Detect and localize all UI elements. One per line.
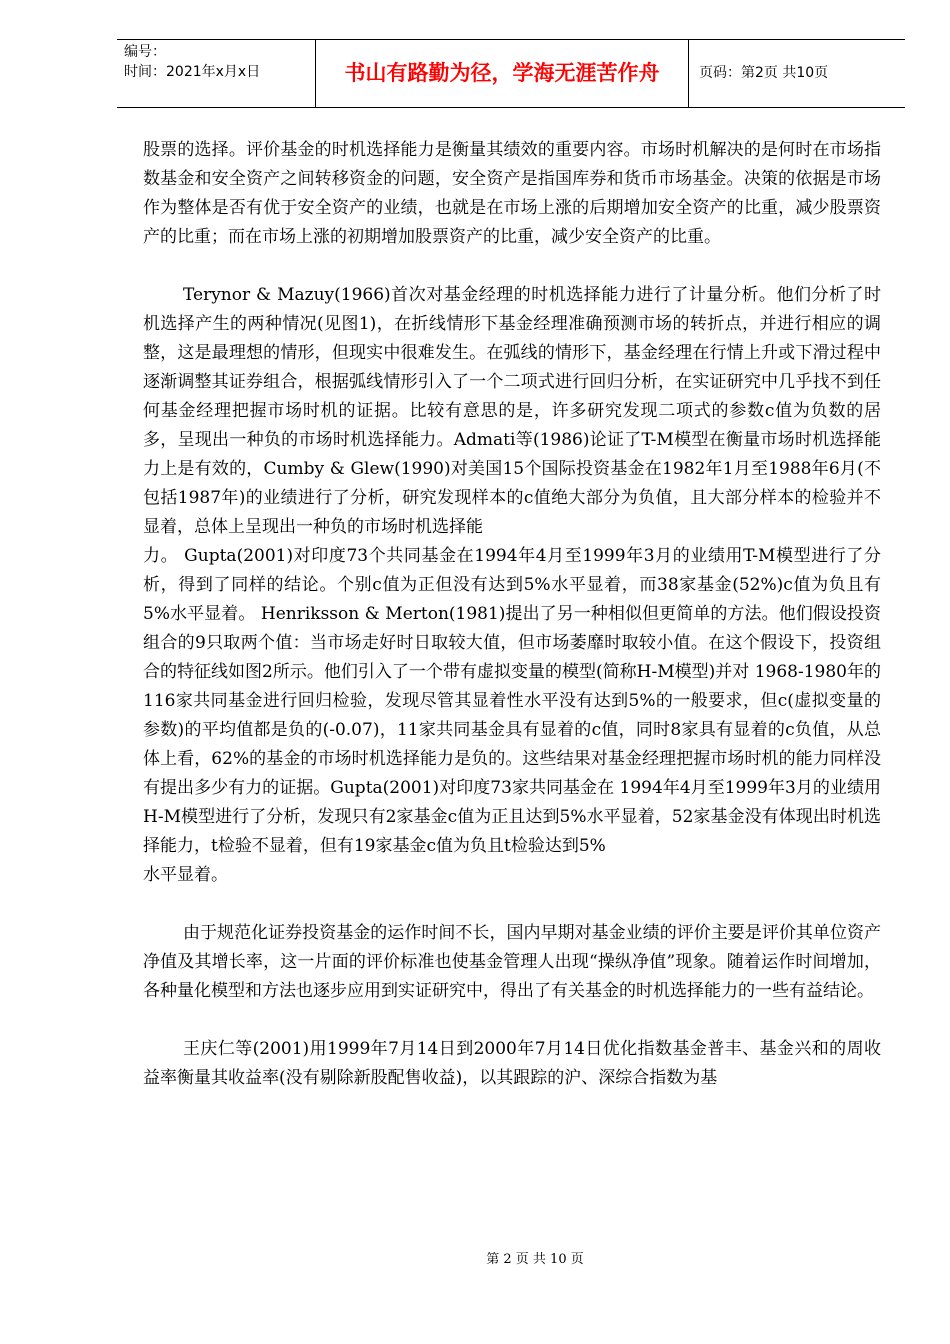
paragraph-spacer	[143, 1006, 881, 1035]
body-paragraph: 股票的选择。评价基金的时机选择能力是衡量其绩效的重要内容。市场时机解决的是何时在市场指数基金和安全资产之间转移资金的问题，安全资产是指国库券和货币市场基金。决策的依据是市场作为整体是否有优于安全资产的业绩，也就是在市场上涨的后期增加安全资产的比重，减少股票资产的比重；而在市场上涨的初期增加股票资产的比重，减少安全资产的比重。	[143, 140, 881, 247]
document-number-label: 编号：	[124, 44, 166, 60]
page-header	[117, 39, 905, 108]
paragraph-spacer	[143, 252, 881, 281]
page-footer: 第 2 页 共 10 页	[486, 1252, 584, 1267]
paragraph-spacer	[143, 890, 881, 919]
header-motto: 书山有路勤为径，学海无涯苦作舟	[315, 40, 689, 107]
document-body	[143, 136, 881, 1093]
body-paragraph: Terynor & Mazuy(1966)首次对基金经理的时机选择能力进行了计量分析。他们分析了时机选择产生的两种情况(见图1)，在折线情形下基金经理准确预测市场的转折点，并进行相应的调整，这是最理想的情形，但现实中很难发生。在弧线的情形下，基金经理在行情上升或下滑过程中逐渐调整其证券组合，根据弧线情形引入了一个二项式进行回归分析，在实证研究中几乎找不到任何基金经理把握市场时机的证据。比较有意思的是，许多研究发现二项式的参数c值为负数的居多，呈现出一种负的市场时机选择能力。Admati等(1986)论证了T-M模型在衡量市场时机选择能力上是有效的，Cumby & Glew(1990)对美国15个国际投资基金在1982年1月至1988年6月(不包括1987年)的业绩进行了分析，研究发现样本的c值绝大部分为负值，且大部分样本的检验并不显着，总体上呈现出一种负的市场时机选择能	[143, 285, 881, 537]
body-paragraph: 水平显着。	[143, 865, 228, 885]
header-page-info: 页码：第2页 共10页	[699, 65, 829, 81]
body-paragraph: 由于规范化证券投资基金的运作时间不长，国内早期对基金业绩的评价主要是评价其单位资产净值及其增长率，这一片面的评价标准也使基金管理人出现“操纵净值”现象。随着运作时间增加，各种量化模型和方法也逐步应用到实证研究中，得出了有关基金的时机选择能力的一些有益结论。	[143, 923, 881, 1001]
header-meta	[117, 40, 315, 107]
body-paragraph: 王庆仁等(2001)用1999年7月14日到2000年7月14日优化指数基金普丰、基金兴和的周收益率衡量其收益率(没有剔除新股配售收益)，以其跟踪的沪、深综合指数为基	[143, 1039, 881, 1088]
document-date-label: 时间：2021年x月x日	[124, 64, 261, 80]
body-paragraph: 力。 Gupta(2001)对印度73个共同基金在1994年4月至1999年3月的业绩用T-M模型进行了分析，得到了同样的结论。个别c值为正但没有达到5%水平显着，而38家基金(52%)c值为负且有5%水平显着。 Henriksson & Merton(1981)提出了另一种相似但更简单的方法。他们假设投资组合的9只取两个值：当市场走好时日取较大值，但市场萎靡时取较小值。在这个假设下，投资组合的特征线如图2所示。他们引入了一个带有虚拟变量的模型(简称H-M模型)并对 1968-1980年的116家共同基金进行回归检验，发现尽管其显着性水平没有达到5%的一般要求，但c(虚拟变量的参数)的平均值都是负的(-0.07)，11家共同基金具有显着的c值，同时8家具有显着的c负值，从总体上看，62%的基金的市场时机选择能力是负的。这些结果对基金经理把握市场时机的能力同样没有提出多少有力的证据。Gupta(2001)对印度73家共同基金在 1994年4月至1999年3月的业绩用H-M模型进行了分析，发现只有2家基金c值为正且达到5%水平显着，52家基金没有体现出时机选择能力，t检验不显着，但有19家基金c值为负且t检验达到5%	[143, 546, 881, 856]
